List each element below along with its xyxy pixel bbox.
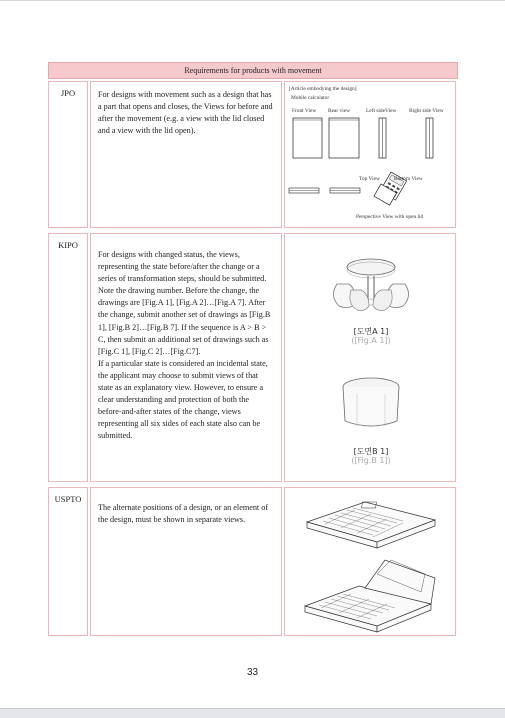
figure-jpo: [284, 81, 456, 228]
figure-label-a-en: ([Fig.A 1]): [351, 336, 391, 345]
org-label-kipo: KIPO: [48, 233, 88, 482]
description-kipo: [90, 233, 282, 482]
view-label: Bottom View: [394, 176, 423, 182]
perspective-label: Perspective View with open lid: [356, 214, 424, 220]
figure-label-b: [도면B 1]: [353, 447, 389, 456]
description-uspto: [90, 487, 282, 636]
page-number: 33: [246, 667, 259, 678]
calculator-drawing: [285, 82, 457, 229]
figure-kipo: [284, 233, 456, 482]
paragraph: For designs with changed status, the views, representing the state before/after the change or a series of transformation steps, should be submitted.: [98, 250, 267, 284]
paragraph: For designs with movement such as a design that has a part that opens and closes, the Views for before and after the movement (e.g. a view with the lid closed and a view with the lid open).: [98, 90, 273, 136]
figure-label-b-en: ([Fig.B 1]): [351, 456, 391, 465]
table-row-jpo: [48, 81, 456, 228]
view-label: Right side View: [409, 108, 444, 114]
laptop-drawings: [285, 488, 457, 637]
view-label: Top View: [359, 176, 380, 182]
view-label: Front View: [292, 108, 317, 114]
description-jpo: [90, 81, 282, 228]
paragraph: If a particular state is considered an incidental state, the applicant may choose to submit views of that state as an explanatory view. However, to ensure a clear understanding and protection of both the before-and-after states of the change, views representing all six sides of each state also can be submitted.: [98, 358, 268, 441]
org-label-uspto: USPTO: [48, 487, 88, 636]
table-row-uspto: [48, 487, 456, 636]
top-rule: [0, 0, 505, 1]
view-label: Left sideView: [366, 108, 397, 114]
figure-uspto: [284, 487, 456, 636]
paragraph: The alternate positions of a design, or an element of the design, must be shown in separate views.: [98, 503, 269, 525]
view-label: Rear view: [328, 108, 351, 114]
org-label-jpo: JPO: [48, 81, 88, 228]
table-row-kipo: [48, 233, 456, 482]
figure-label-a: [도면A 1]: [353, 327, 389, 336]
paragraph: Note the drawing number. Before the change, the drawings are [Fig.A 1], [Fig.A 2]…[Fig.A 7]. After the change, submit another set of drawings as [Fig.B 1], [Fig.B 2]…[Fig.B 7]. If the sequence is A > B > C, then submit an additional set of drawings such as [Fig.C 1], [Fig.C 2]…[Fig.C7].: [98, 286, 271, 356]
table-title: Requirements for products with movement: [48, 62, 458, 79]
figure-subcaption: Mobile calculator: [291, 95, 330, 101]
figure-caption: [Article embodying the design]: [289, 86, 357, 92]
